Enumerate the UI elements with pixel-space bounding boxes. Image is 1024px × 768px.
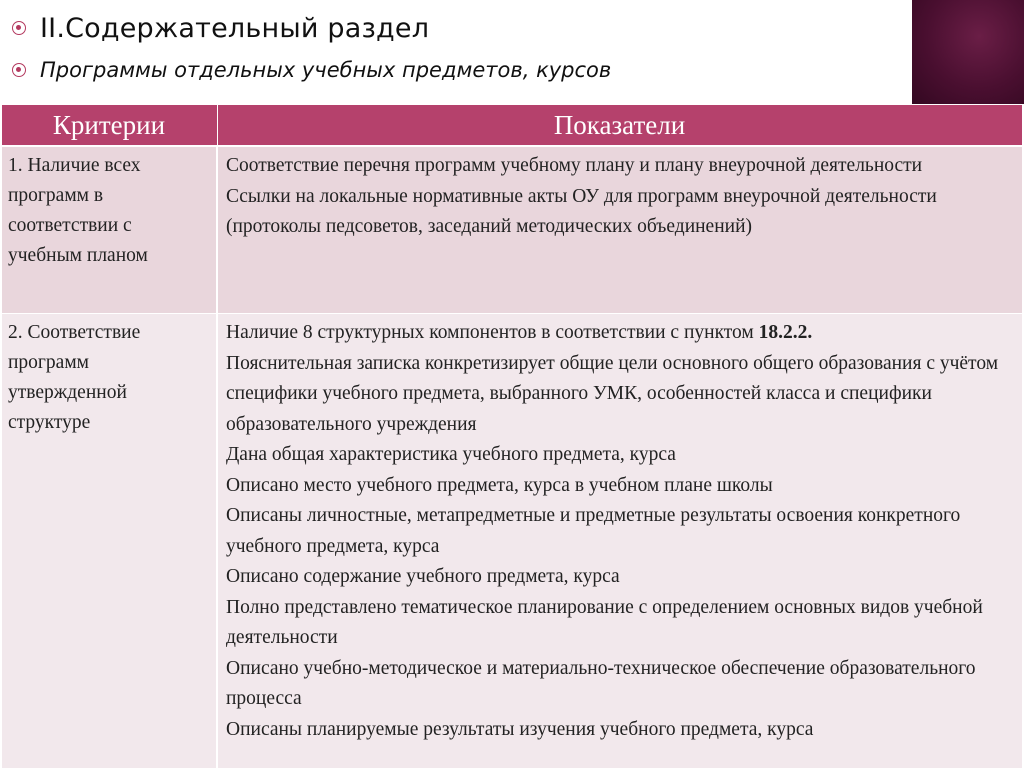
criterion-cell: 1. Наличие всех программ в соответствии с учебным планом xyxy=(1,146,217,314)
indicators-cell xyxy=(217,314,1022,768)
indicator-line: Полно представлено тематическое планирование с определением основных видов учебной деятельности xyxy=(226,596,983,648)
indicator-line: Описаны планируемые результаты изучения учебного предмета, курса xyxy=(226,718,814,740)
column-header-indicators: Показатели xyxy=(217,105,1022,147)
page-title: II.Содержательный раздел xyxy=(40,12,430,44)
indicator-line: Описаны личностные, метапредметные и предметные результаты освоения конкретного учебного предмета, курса xyxy=(226,505,961,557)
indicator-line: Дана общая характеристика учебного предмета, курса xyxy=(226,444,676,465)
page-subtitle: Программы отдельных учебных предметов, курсов xyxy=(40,58,612,82)
column-header-criteria: Критерии xyxy=(1,105,217,147)
table-row xyxy=(1,146,1022,314)
heading-list xyxy=(8,6,908,90)
circle-bullet-icon xyxy=(12,21,26,35)
indicator-text: Наличие 8 структурных компонентов в соответствии с пунктом xyxy=(226,322,759,343)
indicator-line xyxy=(226,318,1014,349)
table-header-row xyxy=(1,105,1022,147)
table-row xyxy=(1,314,1022,768)
circle-bullet-icon xyxy=(12,63,26,77)
indicator-line: Описано место учебного предмета, курса в учебном плане школы xyxy=(226,474,773,496)
criteria-table xyxy=(0,104,1023,768)
decorative-corner-block xyxy=(912,0,1024,104)
indicator-line: Пояснительная записка конкретизирует общие цели основного общего образования с учётом специфики учебного предмета, выбранного УМК, особенностей класса и специфики образовательного учреждения xyxy=(226,352,999,435)
indicator-line: Описано учебно-методическое и материально-техническое обеспечение образовательного процесса xyxy=(226,657,976,709)
indicators-cell xyxy=(217,146,1022,314)
heading-item xyxy=(8,6,908,50)
indicator-line: Описано содержание учебного предмета, курса xyxy=(226,566,620,587)
standard-reference: 18.2.2. xyxy=(758,322,813,343)
indicator-line: Соответствие перечня программ учебному плану и плану внеурочной деятельности xyxy=(226,155,923,176)
indicator-line: Ссылки на локальные нормативные акты ОУ для программ внеурочной деятельности (протоколы педсоветов, заседаний методических объединений) xyxy=(226,185,937,237)
criterion-cell: 2. Соответствие программ утвержденной структуре xyxy=(1,314,217,768)
subheading-item xyxy=(8,50,908,90)
